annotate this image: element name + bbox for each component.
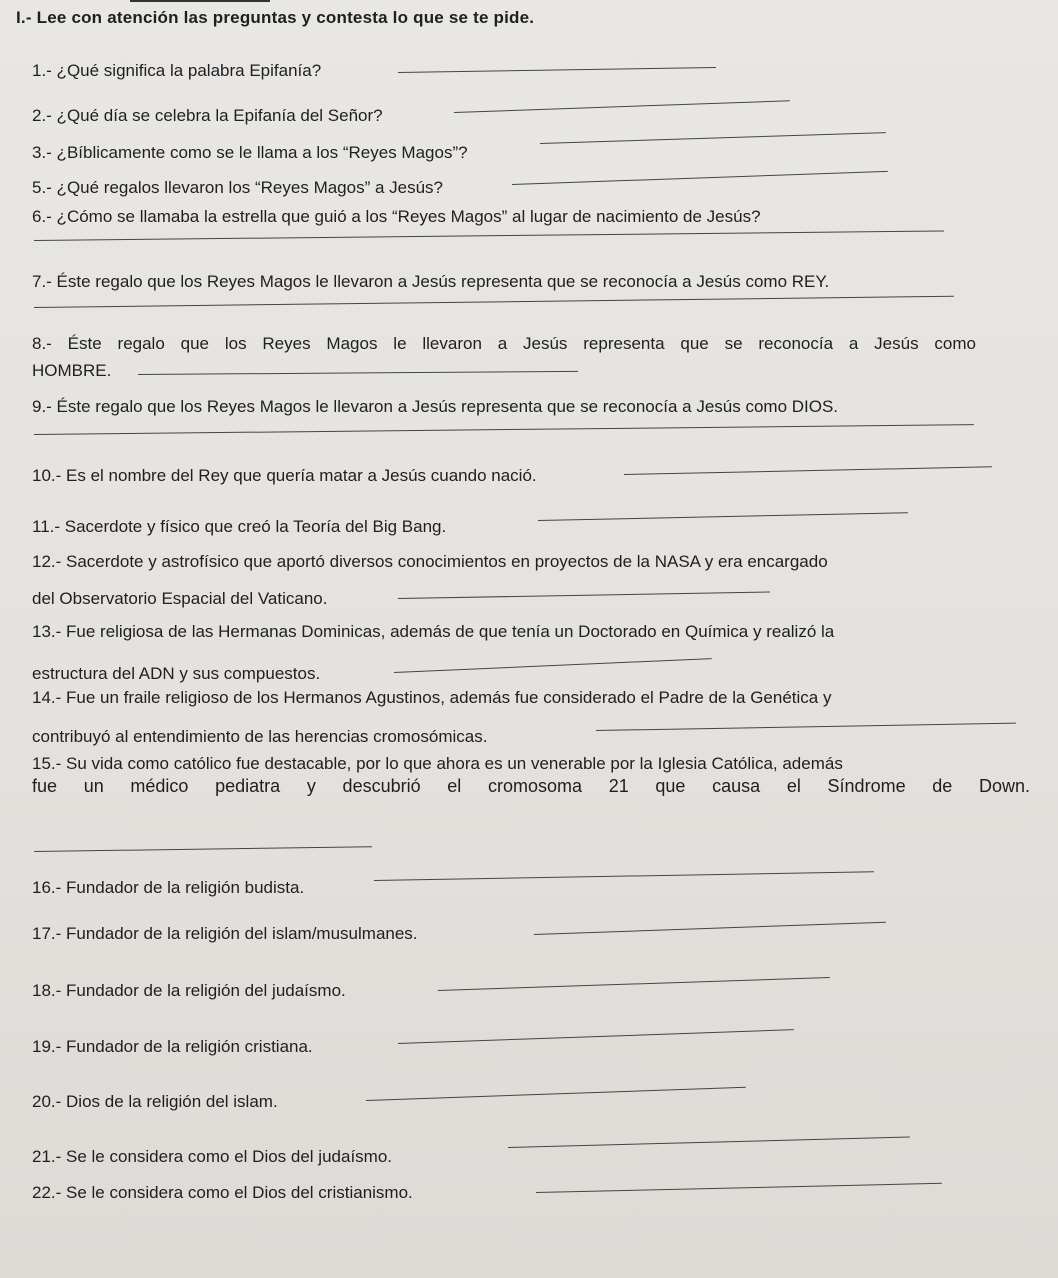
question-6: 6.- ¿Cómo se llamaba la estrella que guió a los “Reyes Magos” al lugar de nacimiento de Jesús?	[32, 207, 761, 226]
answer-line-14[interactable]	[596, 723, 1016, 731]
answer-line-9[interactable]	[34, 424, 974, 435]
answer-line-18[interactable]	[438, 977, 830, 991]
answer-line-13[interactable]	[394, 658, 712, 673]
question-8-line-1: 8.- Éste regalo que los Reyes Magos le llevaron a Jesús representa que se reconocía a Jesús como	[32, 334, 976, 353]
question-9: 9.- Éste regalo que los Reyes Magos le llevaron a Jesús representa que se reconocía a Jesús como DIOS.	[32, 397, 839, 416]
question-13-line-2: estructura del ADN y sus compuestos.	[32, 664, 321, 683]
answer-line-8[interactable]	[138, 371, 578, 375]
question-16: 16.- Fundador de la religión budista.	[32, 878, 305, 897]
question-8-line-2: HOMBRE.	[32, 361, 112, 380]
question-1: 1.- ¿Qué significa la palabra Epifanía?	[32, 61, 322, 80]
answer-line-5[interactable]	[512, 171, 888, 185]
question-15-line-2-wrap	[32, 776, 1030, 796]
question-11: 11.- Sacerdote y físico que creó la Teoría del Big Bang.	[32, 517, 447, 536]
question-22: 22.- Se le considera como el Dios del cristianismo.	[32, 1183, 413, 1202]
answer-line-10[interactable]	[624, 466, 992, 475]
answer-line-3[interactable]	[540, 132, 886, 144]
question-14-line-1: 14.- Fue un fraile religioso de los Hermanos Agustinos, además fue considerado el Padre de la Genética y	[32, 688, 832, 707]
top-edge-line	[130, 0, 270, 2]
answer-line-1[interactable]	[398, 67, 716, 73]
question-18: 18.- Fundador de la religión del judaísmo.	[32, 981, 346, 1000]
question-7: 7.- Éste regalo que los Reyes Magos le llevaron a Jesús representa que se reconocía a Jesús como REY.	[32, 272, 830, 291]
answer-line-19[interactable]	[398, 1029, 794, 1044]
question-5: 5.- ¿Qué regalos llevaron los “Reyes Magos” a Jesús?	[32, 178, 444, 197]
answer-line-20[interactable]	[366, 1087, 746, 1101]
question-14-line-2: contribuyó al entendimiento de las herencias cromosómicas.	[32, 727, 488, 746]
question-10: 10.- Es el nombre del Rey que quería matar a Jesús cuando nació.	[32, 466, 537, 485]
question-12-line-1: 12.- Sacerdote y astrofísico que aportó diversos conocimientos en proyectos de la NASA y era encargado	[32, 552, 828, 571]
question-15-line-2: fue un médico pediatra y descubrió el cromosoma 21 que causa el Síndrome de Down.	[32, 776, 1030, 796]
question-3: 3.- ¿Bíblicamente como se le llama a los “Reyes Magos”?	[32, 143, 468, 162]
question-8	[32, 334, 976, 354]
worksheet-title: I.- Lee con atención las preguntas y contesta lo que se te pide.	[16, 8, 535, 27]
answer-line-21[interactable]	[508, 1136, 910, 1148]
answer-line-17[interactable]	[534, 922, 886, 935]
answer-line-11[interactable]	[538, 512, 908, 521]
answer-line-6[interactable]	[34, 230, 944, 241]
question-12-line-2: del Observatorio Espacial del Vaticano.	[32, 589, 328, 608]
question-17: 17.- Fundador de la religión del islam/musulmanes.	[32, 924, 418, 943]
question-13-line-1: 13.- Fue religiosa de las Hermanas Dominicas, además de que tenía un Doctorado en Química y realizó la	[32, 622, 835, 641]
answer-line-16[interactable]	[374, 871, 874, 881]
answer-line-7[interactable]	[34, 296, 954, 308]
answer-line-2[interactable]	[454, 100, 790, 113]
question-2: 2.- ¿Qué día se celebra la Epifanía del Señor?	[32, 106, 383, 125]
answer-line-22[interactable]	[536, 1183, 942, 1193]
answer-line-15[interactable]	[34, 846, 372, 852]
question-21: 21.- Se le considera como el Dios del judaísmo.	[32, 1147, 393, 1166]
question-15-line-1: 15.- Su vida como católico fue destacable, por lo que ahora es un venerable por la Iglesia Católica, además	[32, 754, 843, 773]
question-20: 20.- Dios de la religión del islam.	[32, 1092, 278, 1111]
question-19: 19.- Fundador de la religión cristiana.	[32, 1037, 313, 1056]
answer-line-12[interactable]	[398, 592, 770, 599]
